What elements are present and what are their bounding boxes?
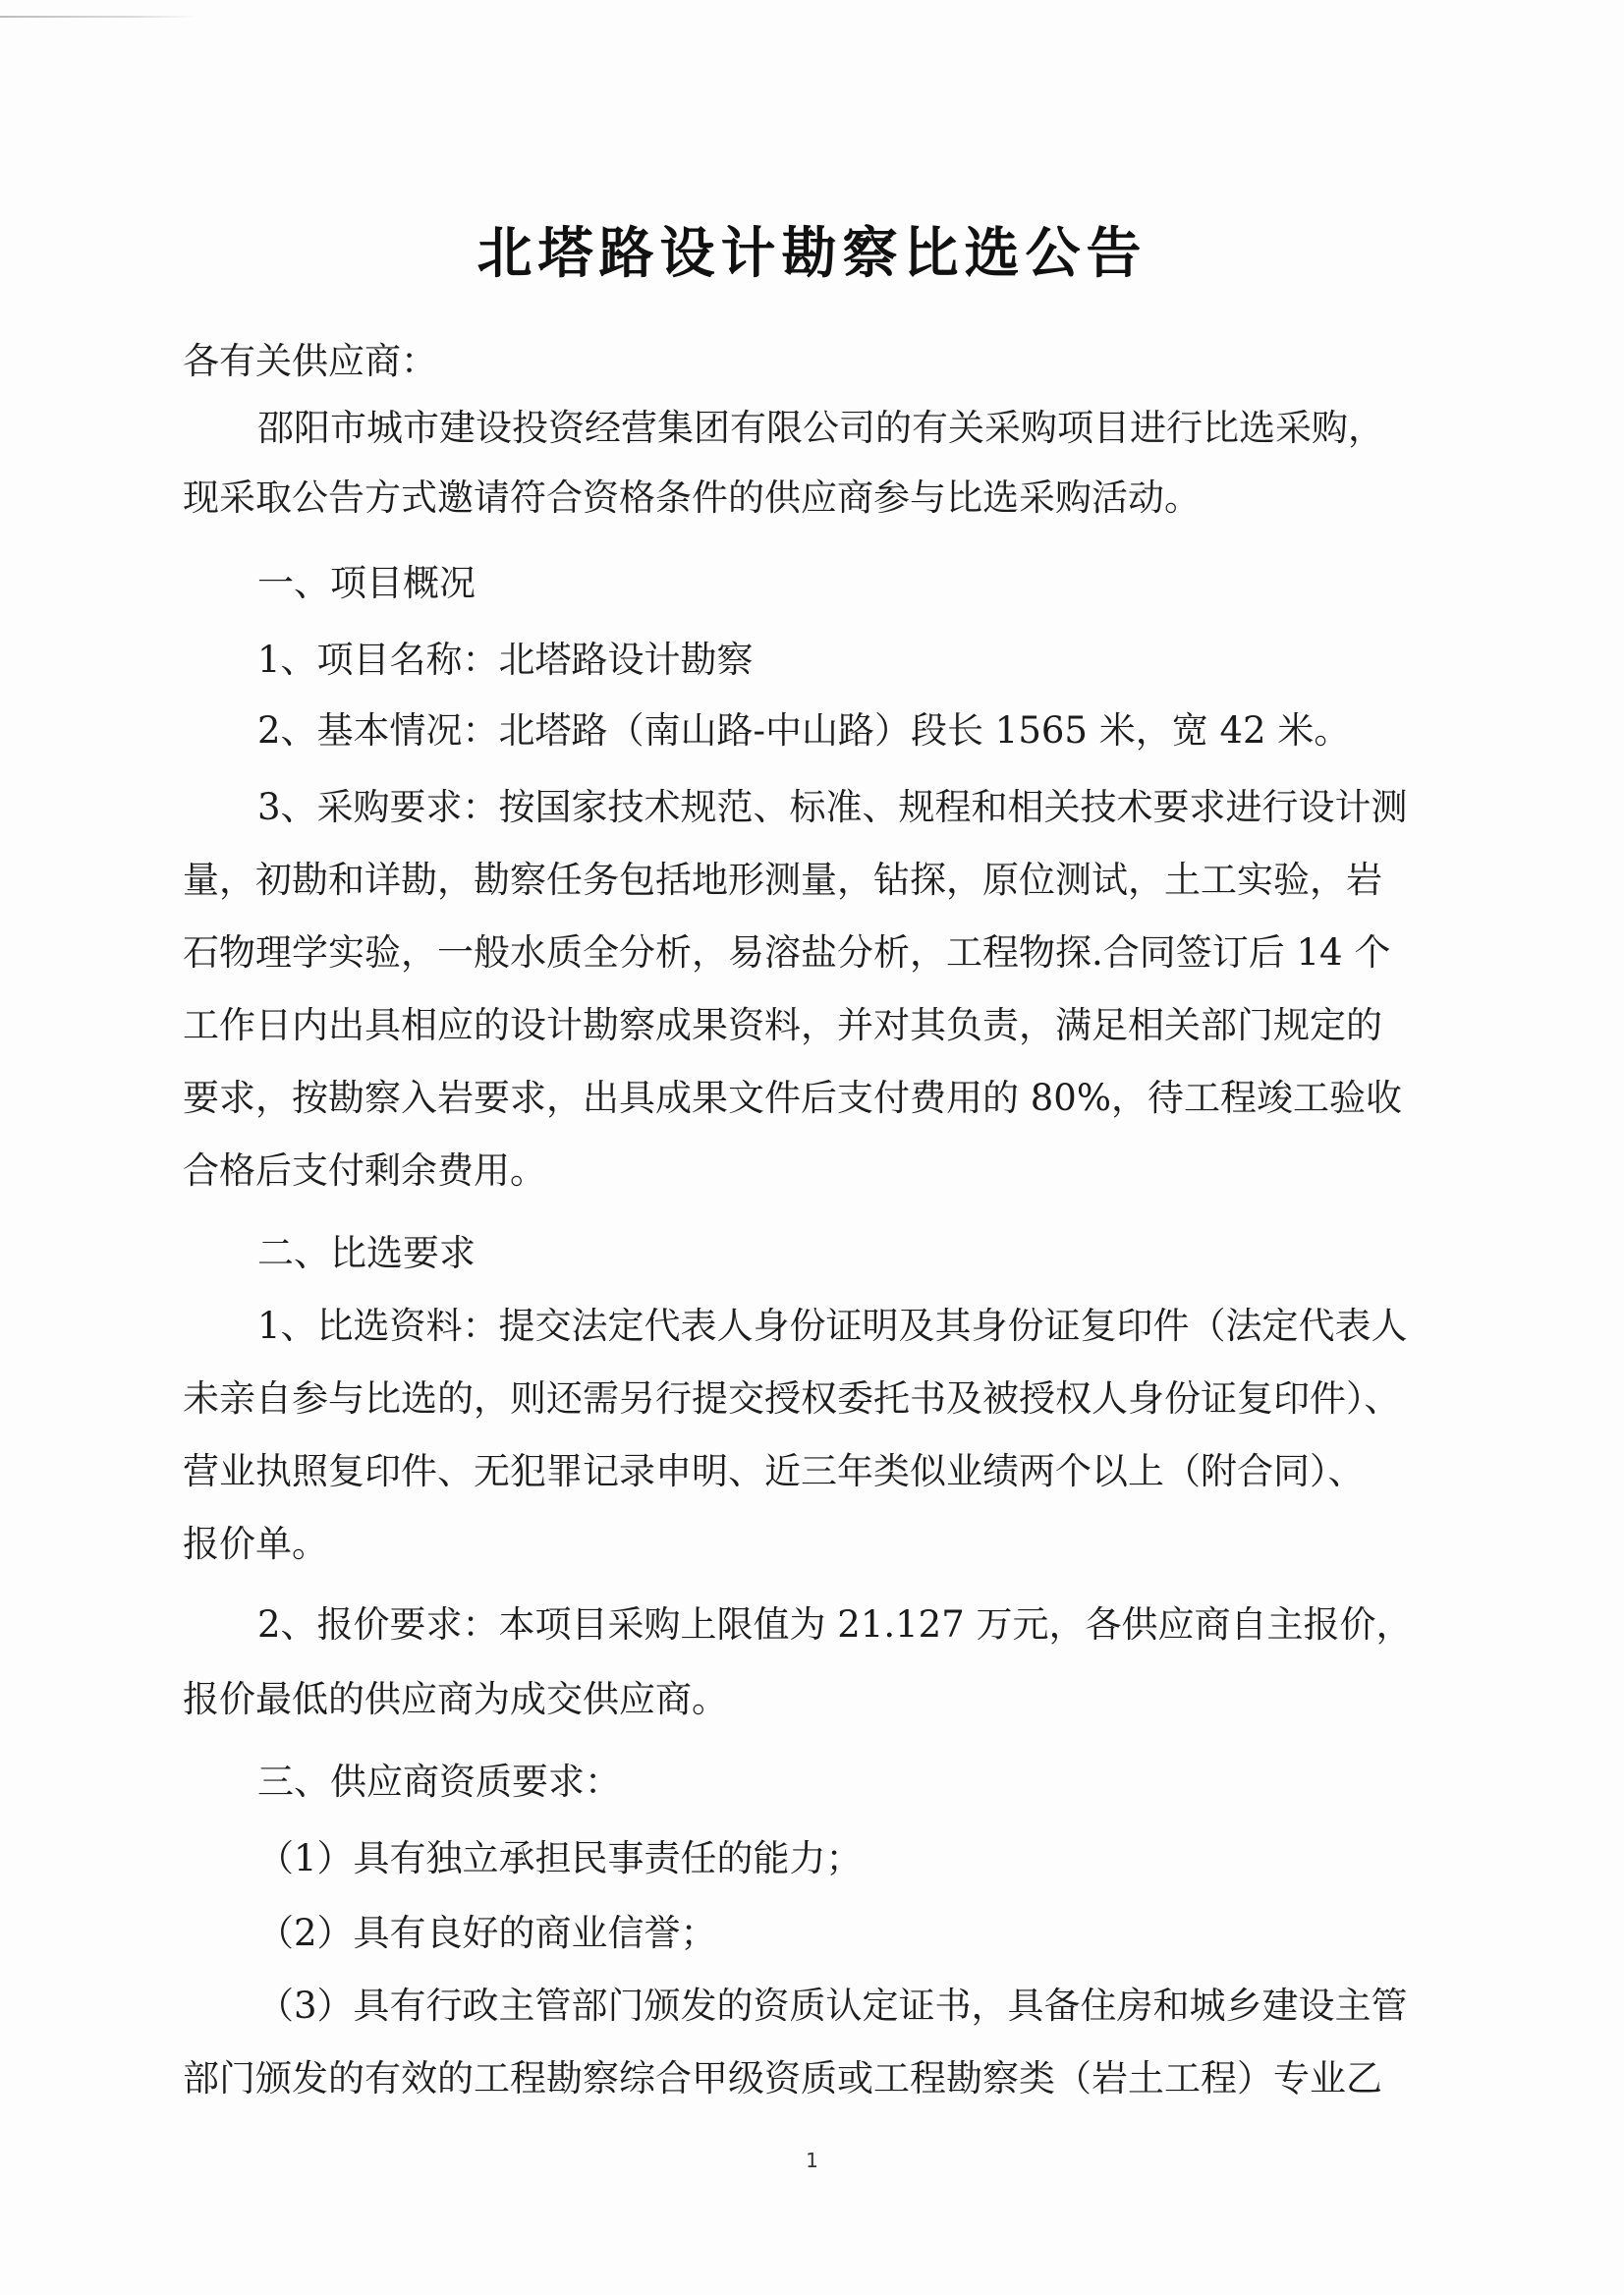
section-2-heading: 二、比选要求 (257, 1232, 476, 1274)
page-number: 1 (806, 2149, 818, 2172)
section-3-item-2: （2）具有良好的商业信誉； (257, 1912, 717, 1954)
section-1-item-2: 2、基本情况：北塔路（南山路-中山路）段长 1565 米，宽 42 米。 (257, 709, 1351, 752)
section-2-item-1-line-1: 1、比选资料：提交法定代表人身份证明及其身份证复印件（法定代表人 (257, 1305, 1408, 1347)
section-3-item-3-line-1: （3）具有行政主管部门颁发的资质认定证书，具备住房和城乡建设主管 (257, 1985, 1408, 2027)
section-2-item-2-line-2: 报价最低的供应商为成交供应商。 (183, 1678, 728, 1720)
section-2-item-2-line-1: 2、报价要求：本项目采购上限值为 21.127 万元，各供应商自主报价， (257, 1603, 1413, 1646)
section-1-item-3-line-4: 工作日内出具相应的设计勘察成果资料，并对其负责，满足相关部门规定的 (183, 1004, 1382, 1046)
section-3-item-3-line-2: 部门颁发的有效的工程勘察综合甲级资质或工程勘察类（岩土工程）专业乙 (183, 2057, 1382, 2099)
document-title: 北塔路设计勘察比选公告 (476, 222, 1148, 286)
section-3-heading: 三、供应商资质要求： (257, 1761, 621, 1803)
section-1-heading: 一、项目概况 (257, 562, 476, 604)
section-1-item-3-line-5: 要求，按勘察入岩要求，出具成果文件后支付费用的 80%，待工程竣工验收 (183, 1077, 1402, 1119)
intro-line-2: 现采取公告方式邀请符合资格条件的供应商参与比选采购活动。 (183, 476, 1201, 519)
section-2-item-1-line-3: 营业执照复印件、无犯罪记录申明、近三年类似业绩两个以上（附合同）、 (183, 1450, 1365, 1492)
section-1-item-3-line-6: 合格后支付剩余费用。 (183, 1149, 546, 1192)
section-1-item-3-line-1: 3、采购要求：按国家技术规范、标准、规程和相关技术要求进行设计测 (257, 786, 1408, 828)
greeting: 各有关供应商： (183, 340, 437, 382)
scan-edge-mark (0, 16, 196, 18)
section-1-item-3-line-2: 量，初勘和详勘，勘察任务包括地形测量，钻探，原位测试，土工实验，岩 (183, 859, 1382, 901)
section-1-item-1: 1、项目名称：北塔路设计勘察 (257, 639, 754, 681)
section-2-item-1-line-2: 未亲自参与比选的，则还需另行提交授权委托书及被授权人身份证复印件）、 (183, 1377, 1401, 1420)
intro-line-1: 邵阳市城市建设投资经营集团有限公司的有关采购项目进行比选采购， (257, 407, 1384, 449)
section-3-item-1: （1）具有独立承担民事责任的能力； (257, 1837, 863, 1879)
section-1-item-3-line-3: 石物理学实验，一般水质全分析，易溶盐分析，工程物探.合同签订后 14 个 (183, 931, 1391, 974)
section-2-item-1-line-4: 报价单。 (183, 1523, 328, 1565)
